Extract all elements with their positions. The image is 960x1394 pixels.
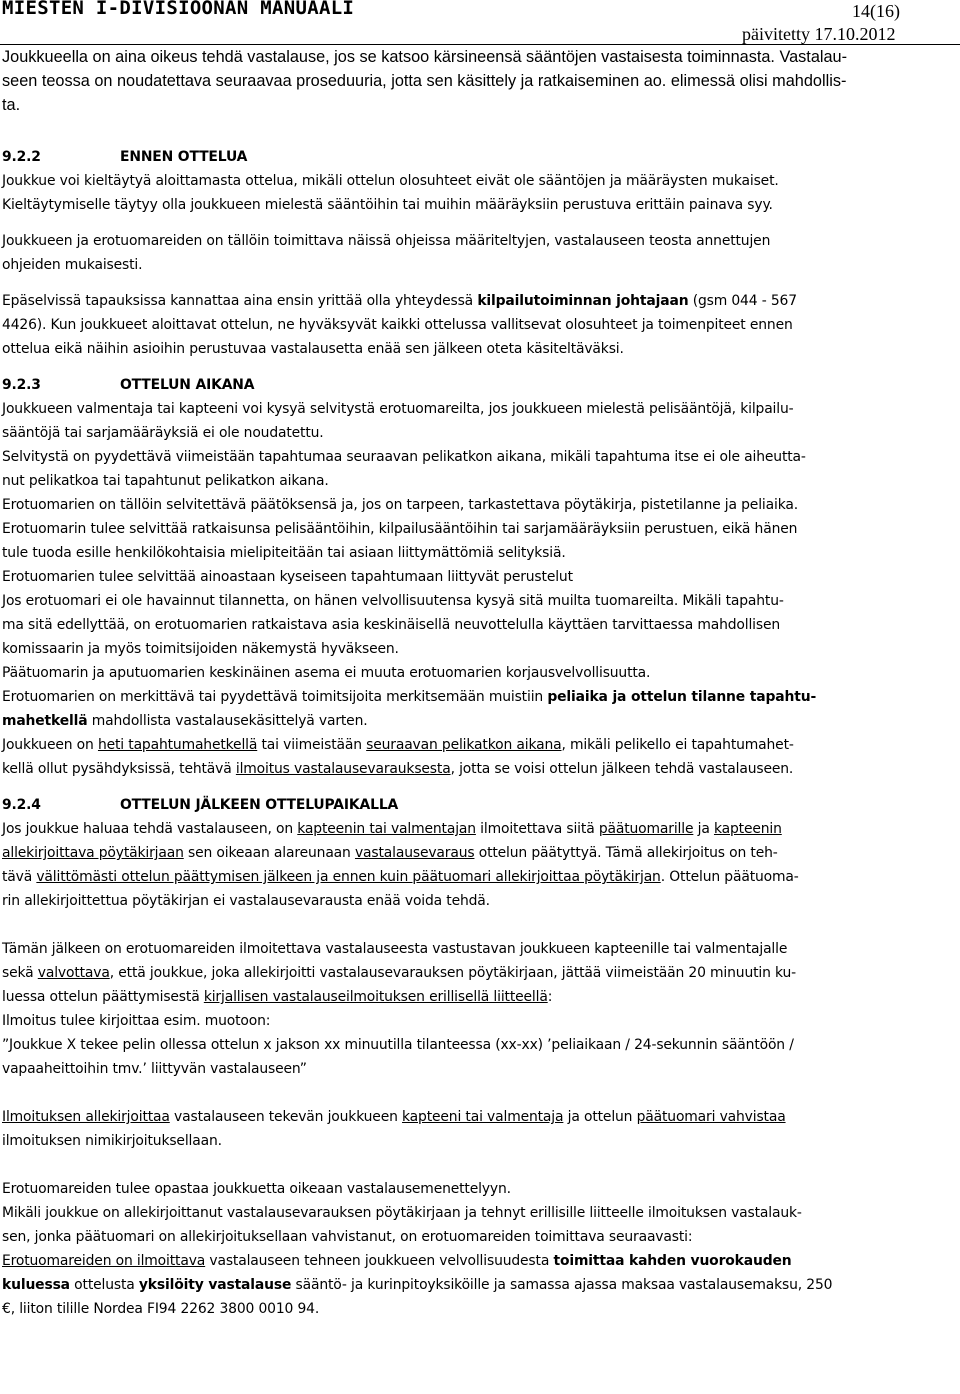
- section-heading-922: [2, 145, 957, 169]
- text-line: Joukkueen valmentaja tai kapteeni voi kysyä selvitystä erotuomareilta, jos joukkueen mielestä pelisääntöjä, kilpailu-: [2, 401, 794, 417]
- document-body: [2, 145, 957, 1321]
- text-line: Selvitystä on pyydettävä viimeistään tapahtumaa seuraavan pelikatkon aikana, mikäli tapahtuma itse ei ole aiheutta-: [2, 449, 806, 465]
- text-line: Ilmoitus tulee kirjoittaa esim. muotoon:: [2, 1013, 271, 1029]
- text-line: vapaaheittoihin tmv.’ liittyvän vastalauseen”: [2, 1061, 307, 1077]
- section-title: ENNEN OTTELUA: [120, 149, 248, 165]
- underlined-text: kapteenin: [713, 821, 782, 837]
- text-line: Erotuomareiden tulee opastaa joukkuetta oikeaan vastalausemenettelyyn.: [2, 1181, 511, 1197]
- emphasis: toimittaa kahden vuorokauden: [553, 1253, 792, 1269]
- emphasis: kilpailutoiminnan johtajaan: [477, 293, 689, 309]
- underlined-text: kapteeni tai valmentaja: [402, 1109, 564, 1125]
- header-title: MIESTEN I-DIVISIOONAN MANUAALI: [2, 0, 355, 19]
- text-line: Joukkue voi kieltäytyä aloittamasta ottelua, mikäli ottelun olosuhteet eivät ole sääntöjen ja määräysten mukaiset.: [2, 173, 779, 189]
- text-line: Joukkueen on heti tapahtumahetkellä tai viimeistään seuraavan pelikatkon aikana, mikäli pelikello ei tapahtumahet-: [2, 737, 794, 753]
- text-line: Epäselvissä tapauksissa kannattaa aina ensin yrittää olla yhteydessä kilpailutoiminnan johtajaan (gsm 044 - 567: [2, 293, 797, 309]
- text-line: Tämän jälkeen on erotuomareiden ilmoitettava vastalauseesta vastustavan joukkueen kapteenille tai valmentajalle: [2, 941, 788, 957]
- text-line: Erotuomarien on merkittävä tai pyydettävä toimitsijoita merkitsemään muistiin peliaika ja ottelun tilanne tapahtu-: [2, 689, 817, 705]
- text-line: allekirjoittava pöytäkirjaan sen oikeaan alareunaan vastalausevaraus ottelun päätyttyä. Tämä allekirjoitus on teh-: [2, 845, 778, 861]
- underlined-text: Ilmoituksen allekirjoittaa: [2, 1109, 170, 1125]
- text-line: Ilmoituksen allekirjoittaa vastalauseen tekevän joukkueen kapteeni tai valmentaja ja ottelun päätuomari vahvistaa: [2, 1109, 786, 1125]
- text-line: kuluessa ottelusta yksilöity vastalause sääntö- ja kurinpitoyksiköille ja samassa ajassa maksaa vastalausemaksu, 250: [2, 1277, 833, 1293]
- text-line: 4426). Kun joukkueet aloittavat ottelun, ne hyväksyvät kaikki ottelussa vallitsevat olosuhteet ja toimenpiteet ennen: [2, 317, 793, 333]
- text-line: ta.: [2, 96, 21, 114]
- underlined-text: päätuomarille: [598, 821, 694, 837]
- text-line: Mikäli joukkue on allekirjoittanut vastalausevarauksen pöytäkirjaan ja tehnyt erillisille liitteelle ilmoituksen vastalauk-: [2, 1205, 802, 1221]
- text-line: Päätuomarin ja aputuomarien keskinäinen asema ei muuta erotuomarien korjausvelvollisuutta.: [2, 665, 651, 681]
- section-title: OTTELUN AIKANA: [120, 377, 255, 393]
- section-title: OTTELUN JÄLKEEN OTTELUPAIKALLA: [120, 797, 399, 813]
- text-line: Erotuomareiden on ilmoittava vastalauseen tehneen joukkueen velvollisuudesta toimittaa kahden vuorokauden: [2, 1253, 792, 1269]
- text-line: Erotuomarin tulee selvittää ratkaisunsa pelisääntöihin, kilpailusääntöihin tai sarjamääräyksiin perustuen, eikä hänen: [2, 521, 798, 537]
- text-line: sääntöjä tai sarjamääräyksiä ei ole noudatettu.: [2, 425, 324, 441]
- underlined-text: Erotuomareiden on ilmoittava: [2, 1253, 206, 1269]
- text-line: Erotuomarien tulee selvittää ainoastaan kyseiseen tapahtumaan liittyvät perustelut: [2, 569, 573, 585]
- section-number: 9.2.4: [2, 797, 41, 813]
- text-line: ottelua eikä näihin asioihin perustuvaa vastalausetta enää sen jälkeen oteta käsiteltäväksi.: [2, 341, 624, 357]
- text-line: luessa ottelun päättymisestä kirjallisen vastalauseilmoituksen erillisellä liitteellä:: [2, 989, 553, 1005]
- text-line: sen, jonka päätuomari on allekirjoituksellaan vahvistanut, on erotuomareiden toimittava seuraavasti:: [2, 1229, 693, 1245]
- text-line: ilmoituksen nimikirjoituksellaan.: [2, 1133, 222, 1149]
- text-line: komissaarin ja myös toimitsijoiden näkemystä hyväkseen.: [2, 641, 399, 657]
- text-line: €, liiton tilille Nordea FI94 2262 3800 0010 94.: [2, 1301, 320, 1317]
- updated-date: päivitetty 17.10.2012: [742, 24, 896, 44]
- underlined-text: heti tapahtumahetkellä: [97, 737, 258, 753]
- section-heading-924: [2, 793, 957, 817]
- text-line: nut pelikatkoa tai tapahtunut pelikatkon aikana.: [2, 473, 329, 489]
- emphasis: mahetkellä: [2, 713, 88, 729]
- underlined-text: välittömästi ottelun päättymisen jälkeen ja ennen kuin päätuomari allekirjoittaa pöytäkirjan: [36, 869, 661, 885]
- text-line: tule tuoda esille henkilökohtaisia mielipiteitään tai asiaan liittymättömiä selityksiä.: [2, 545, 566, 561]
- page-number: 14(16): [852, 1, 900, 21]
- underlined-text: ilmoitus vastalausevarauksesta: [235, 761, 451, 777]
- text-line: rin allekirjoittettua pöytäkirjan ei vastalausevarausta enää voida tehdä.: [2, 893, 490, 909]
- text-line: sekä valvottava, että joukkue, joka allekirjoitti vastalausevarauksen pöytäkirjaan, jättää viimeistään 20 minuutin ku-: [2, 965, 797, 981]
- section-number: 9.2.2: [2, 149, 41, 165]
- text-line: ”Joukkue X tekee pelin ollessa ottelun x jakson xx minuutilla tilanteessa (xx-xx) ’peliaikaan / 24-sekunnin sääntöön /: [2, 1037, 794, 1053]
- emphasis: peliaika ja ottelun tilanne tapahtu-: [547, 689, 817, 705]
- text-line: Kieltäytymiselle täytyy olla joukkueen mielestä sääntöihin tai muihin määräyksiin perustuva erittäin painava syy.: [2, 197, 773, 213]
- intro-paragraph: [2, 45, 952, 117]
- text-line: Jos erotuomari ei ole havainnut tilannetta, on hänen velvollisuutensa kysyä sitä muilta tuomareilta. Mikäli tapahtu-: [2, 593, 784, 609]
- text-line: Joukkueen ja erotuomareiden on tällöin toimittava näissä ohjeissa määriteltyjen, vastalauseen teosta annettujen: [2, 233, 771, 249]
- text-line: tävä välittömästi ottelun päättymisen jälkeen ja ennen kuin päätuomari allekirjoittaa pöytäkirjan. Ottelun päätuoma-: [2, 869, 799, 885]
- text-line: ma sitä edellyttää, on erotuomarien ratkaistava asia keskinäisellä neuvottelulla käyttäen tarvittaessa mahdollisen: [2, 617, 781, 633]
- text-line: seen teossa on noudatettava seuraavaa proseduuria, jotta sen käsittely ja ratkaiseminen ao. elimessä olisi mahdollis-: [2, 72, 847, 90]
- underlined-text: kapteenin tai valmentajan: [297, 821, 476, 837]
- text-line: mahetkellä mahdollista vastalausekäsittelyä varten.: [2, 713, 368, 729]
- underlined-text: päätuomari vahvistaa: [636, 1109, 786, 1125]
- underlined-text: allekirjoittava pöytäkirjaan: [2, 845, 184, 861]
- underlined-text: valvottava: [37, 965, 110, 981]
- text-line: Erotuomarien on tällöin selvitettävä päätöksensä ja, jos on tarpeen, tarkastettava pöytäkirja, pistetilanne ja peliaika.: [2, 497, 798, 513]
- emphasis: yksilöity vastalause: [138, 1277, 292, 1293]
- text-line: ohjeiden mukaisesti.: [2, 257, 143, 273]
- section-number: 9.2.3: [2, 377, 41, 393]
- text-line: Joukkueella on aina oikeus tehdä vastalause, jos se katsoo kärsineensä sääntöjen vastaisesta toiminnasta. Vastalau-: [2, 48, 848, 66]
- emphasis: kuluessa: [2, 1277, 70, 1293]
- underlined-text: kirjallisen vastalauseilmoituksen erillisellä liitteellä: [203, 989, 548, 1005]
- text-line: Jos joukkue haluaa tehdä vastalauseen, on kapteenin tai valmentajan ilmoitettava siitä päätuomarille ja kapteenin: [2, 821, 782, 837]
- text-line: kellä ollut pysähdyksissä, tehtävä ilmoitus vastalausevarauksesta, jotta se voisi ottelun jälkeen tehdä vastalauseen.: [2, 761, 794, 777]
- underlined-text: seuraavan pelikatkon aikana: [366, 737, 562, 753]
- underlined-text: vastalausevaraus: [354, 845, 475, 861]
- section-heading-923: [2, 373, 957, 397]
